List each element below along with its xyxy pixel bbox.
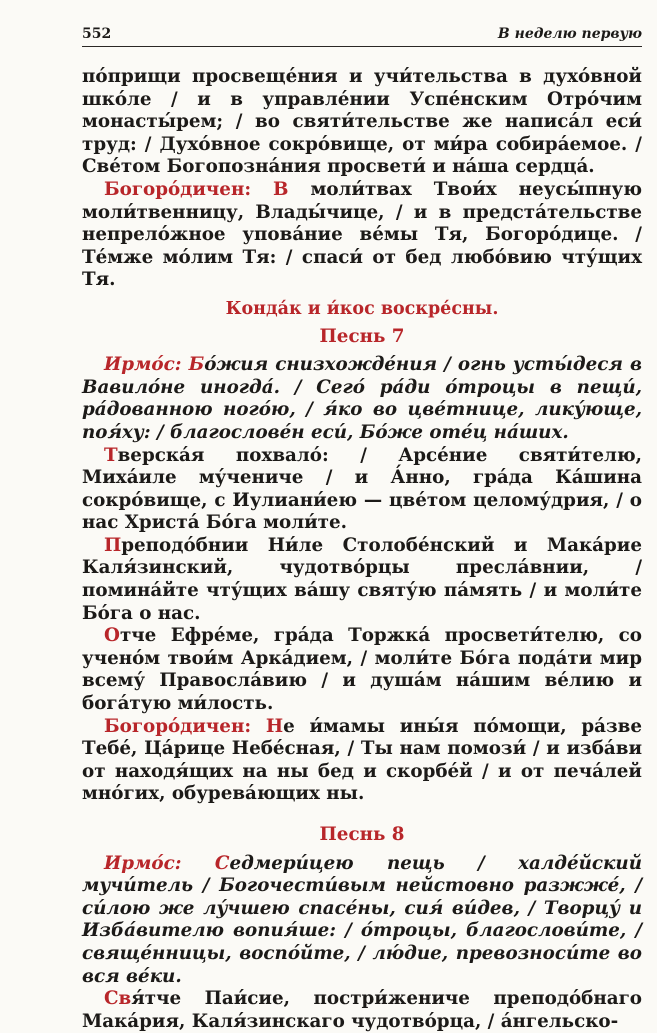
theotokion-text: моли́твах Твои́х неусы́пную моли́твенницу, Влады́чице, / и в предста́тельстве непрело́жное упова́ние ве́мы Тя, Богоро́дице. / Те́мже мо́лим Тя: / спаси́ от бед любо́вию чту́щих Тя. [82, 178, 642, 291]
text-body [82, 66, 642, 1033]
page-header [82, 24, 642, 47]
irmos-7 [82, 354, 642, 444]
irmos-text: о́жия снизхожде́ния / огнь усты́деся в Вавило́не иногда́. / Сего́ ра́ди о́троцы в пещи́, ра́дованною ного́ю, / я́ко во цве́тнице, лику́юще, поя́ху: / благослове́н еси́, Бо́же оте́ц на́ших. [82, 354, 642, 443]
initial-letter: Н [265, 715, 284, 737]
troparion [82, 625, 642, 715]
irmos-8 [82, 853, 642, 989]
song-7-heading: Песнь 7 [319, 325, 405, 347]
kondak-heading: Конда́к и и́кос воскре́сны. [225, 298, 499, 319]
theotokion-paragraph [82, 716, 642, 806]
initial-letter: П [104, 534, 122, 556]
irmos-label: Ирмо́с: [104, 852, 182, 874]
initial-letter: Св [104, 988, 132, 1010]
irmos-text: едмери́цею пещь / халде́йский мучи́тель / Богочести́вым нейстовно разжже́, / си́лою же лу́чшею спасе́ны, сия́ ви́дев, / Творцу́ и Изба́вителю вопия́ше: / о́троцы, благослови́те, / свяще́нницы, воспо́йте, / лю́дие, превозноси́те во вся ве́ки. [82, 852, 642, 987]
initial-letter: В [273, 178, 289, 200]
troparion-text: я́тче Паи́сие, постри́жениче преподо́бнаго Мака́рия, Каля́зинскаго чудотво́рца, / а́нгельско- [82, 988, 642, 1032]
irmos-label: Ирмо́с: [104, 354, 182, 376]
initial-letter: Б [188, 354, 205, 376]
theotokion-paragraph [82, 179, 642, 292]
initial-letter: Т [104, 444, 118, 466]
initial-letter: О [104, 625, 120, 647]
theotokion-label: Богоро́дичен: [104, 178, 252, 200]
troparion-text: верска́я похвало́: / Арсе́ние святи́телю, Миха́иле му́чениче / и А́нно, гра́да Ка́шина сокро́вище, с Иулиани́ею — цве́том целому́дрия, / о нас Христа́ Бо́га моли́те. [82, 444, 642, 534]
troparion-text: реподо́бнии Ни́ле Столобе́нский и Мака́рие Каля́зинский, чудотво́рцы пресла́внии, / помина́йте чту́щих ва́шу святу́ю па́мять / и моли́те Бо́га о нас. [82, 534, 642, 624]
troparion [82, 535, 642, 625]
theotokion-label: Богоро́дичен: [104, 715, 252, 737]
troparion-text: тче Ефре́ме, гра́да Торжка́ просвети́телю, со учено́м твои́м Арка́дием, / моли́те Бо́га пода́ти мир всему́ Правосла́вию / и душа́м на́шим ве́лию и бога́тую ми́лость. [82, 625, 642, 715]
paragraph-continuation: по́прищи просвеще́ния и учи́тельства в духо́вной шко́ле / и в управле́нии Успе́нским Отро́чим монасты́рем; / во святи́тельстве же написа́л еси́ труд: / Духо́вное сокро́вище, от ми́ра собира́емое. / Све́том Богопозна́ния просвети́ и на́ша сердца́. [82, 66, 642, 178]
troparion [82, 445, 642, 535]
song-8-heading: Песнь 8 [319, 824, 405, 845]
theotokion-text: е и́мамы ины́я по́мощи, ра́зве Тебе́, Ца́рице Небе́сная, / Ты нам помози́ / и изба́ви от находя́щих на ны бед и скорбе́й / и от печа́лей мно́гих, обурева́ющих ны. [82, 715, 642, 805]
running-title: В неделю первую [497, 26, 642, 42]
page-number: 552 [82, 26, 112, 42]
troparion [82, 988, 642, 1033]
initial-letter: С [214, 852, 230, 874]
